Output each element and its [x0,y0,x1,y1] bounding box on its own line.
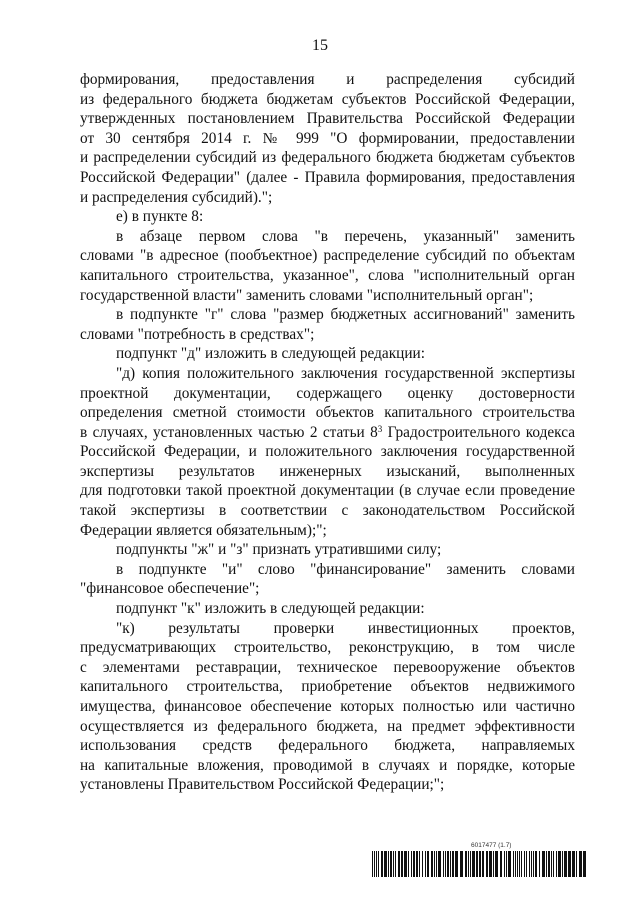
text-line: подпункты "ж" и "з" признать утратившими силу; [116,541,442,559]
text-line: такой экспертизы в соответствии с законодательством Российской [80,502,575,520]
text-line: с элементами реставрации, техническое перевооружение объектов [80,658,575,676]
text-line: имущества, финансовое обеспечение которых полностью или частично [80,698,575,715]
text-line: осуществляется из федерального бюджета, на предмет эффективности [80,717,575,735]
text-line: "д) копия положительного заключения государственной экспертизы [116,364,575,382]
page-number: 15 [312,37,328,54]
barcode-code: 6017477 (1.7) [471,842,512,849]
text-line: словами "потребность в средствах"; [80,325,315,343]
text-line: "к) результаты проверки инвестиционных проектов, [116,619,575,637]
barcode-image [372,851,587,877]
text-line: установлены Правительством Российской Федерации;"; [80,776,445,794]
text-line: в случаях, установленных частью 2 статьи $8^3$ Градостроительного кодекса [80,423,575,441]
text-line: и распределении субсидий из федерального бюджета бюджетам субъектов [80,149,575,167]
text-line: использования средств федерального бюджета, направляемых [80,737,575,755]
text-line: экспертизы результатов инженерных изысканий, выполненных [80,462,575,480]
text-line: в подпункте "г" слова "размер бюджетных ассигнований" заменить [116,306,575,324]
text-line: капитального строительства, приобретение объектов недвижимого [80,678,575,696]
text-line: формирования, предоставления и распределения субсидий [80,71,575,88]
text-line: Федерации является обязательным);"; [80,521,327,539]
text-line: государственной власти" заменить словами "исполнительный орган"; [80,286,534,304]
text-line: и распределения субсидий)."; [80,188,273,206]
text-line: Российской Федерации, и положительного заключения государственной [80,443,575,461]
text-line: "финансовое обеспечение"; [80,580,260,598]
text-line: утвержденных постановлением Правительства Российской Федерации [80,110,575,128]
text-line: в подпункте "и" слово "финансирование" заменить словами [116,560,575,578]
text-line: для подготовки такой проектной документации (в случае если проведение [80,482,575,500]
text-line: из федерального бюджета бюджетам субъектов Российской Федерации, [80,90,575,108]
text-line: на капитальные вложения, проводимой в случаях и порядке, которые [80,756,575,774]
text-line: проектной документации, содержащего оценку достоверности [80,384,575,402]
text-line: капитального строительства, указанное", слова "исполнительный орган [80,266,575,284]
text-line: подпункт "к" изложить в следующей редакции: [116,600,425,618]
text-line: в абзаце первом слова "в перечень, указанный" заменить [116,227,575,245]
text-line: от 30 сентября 2014 г. № 999 "О формировании, предоставлении [80,129,575,147]
text-line: предусматривающих строительство, реконструкцию, в том числе [80,639,575,657]
text-line: определения сметной стоимости объектов капитального строительства [80,404,575,422]
text-line: подпункт "д" изложить в следующей редакции: [116,345,425,363]
text-line: е) в пункте 8: [116,208,204,226]
text-line: Российской Федерации" (далее - Правила формирования, предоставления [80,168,575,186]
document-body [80,70,575,795]
text-line: словами "в адресное (пообъектное) распределение субсидий по объектам [80,247,575,265]
